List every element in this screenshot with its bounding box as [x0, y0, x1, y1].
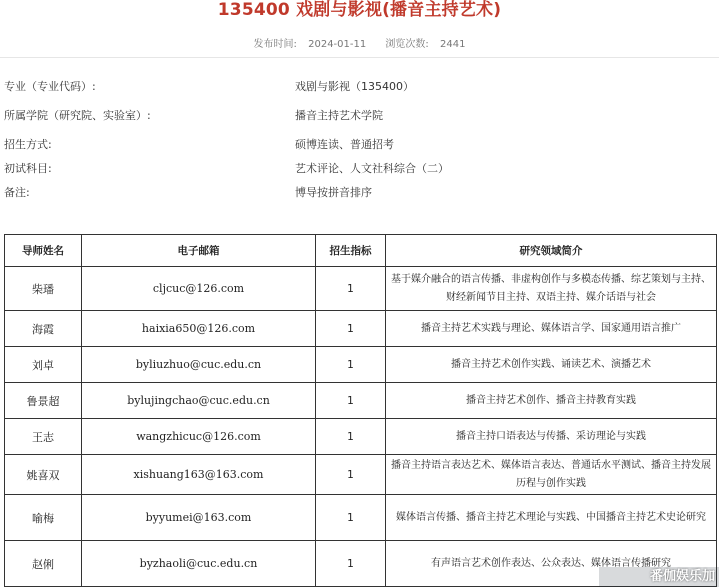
publish-date	[250, 39, 371, 50]
tutor-email[interactable]: xishuang163@163.com	[82, 455, 316, 495]
tutor-quota: 1	[316, 541, 386, 587]
tutor-quota: 1	[316, 347, 386, 383]
tutor-research: 播音主持口语表达与传播、采访理论与实践	[386, 419, 717, 455]
info-value: 播音主持艺术学院	[295, 109, 383, 122]
col-header-research: 研究领域简介	[386, 235, 717, 267]
info-value: 博导按拼音排序	[295, 186, 372, 199]
col-header-email: 电子邮箱	[82, 235, 316, 267]
table-row	[5, 267, 717, 311]
col-header-quota: 招生指标	[316, 235, 386, 267]
tutor-name: 海霞	[5, 311, 82, 347]
tutor-name: 刘卓	[5, 347, 82, 383]
tutor-table	[4, 234, 717, 587]
publish-value: 2024-01-11	[308, 39, 367, 50]
tutor-name: 鲁景超	[5, 383, 82, 419]
divider	[0, 57, 719, 58]
info-label: 所属学院（研究院、实验室）:	[4, 109, 151, 122]
views-label: 浏览次数:	[385, 39, 429, 50]
tutor-email[interactable]: cljcuc@126.com	[82, 267, 316, 311]
tutor-name: 喻梅	[5, 495, 82, 541]
table-row	[5, 495, 717, 541]
tutor-research: 媒体语言传播、播音主持艺术理论与实践、中国播音主持艺术史论研究	[386, 495, 717, 541]
article-meta	[0, 35, 719, 50]
tutor-research: 播音主持艺术创作实践、诵读艺术、演播艺术	[386, 347, 717, 383]
tutor-email[interactable]: haixia650@126.com	[82, 311, 316, 347]
info-label: 专业（专业代码）:	[4, 80, 96, 93]
tutor-quota: 1	[316, 267, 386, 311]
info-value: 硕博连读、普通招考	[295, 138, 394, 151]
tutor-email[interactable]: bylujingchao@cuc.edu.cn	[82, 383, 316, 419]
table-row	[5, 311, 717, 347]
tutor-email[interactable]: byyumei@163.com	[82, 495, 316, 541]
col-header-name: 导师姓名	[5, 235, 82, 267]
tutor-quota: 1	[316, 383, 386, 419]
tutor-research: 基于媒介融合的语言传播、非虚构创作与多模态传播、综艺策划与主持、财经新闻节目主持、双语主持、媒介话语与社会	[386, 267, 717, 311]
tutor-quota: 1	[316, 419, 386, 455]
tutor-name: 柴璠	[5, 267, 82, 311]
info-label: 备注:	[4, 186, 30, 199]
views-value: 2441	[439, 39, 466, 50]
page-title: 135400 戏剧与影视(播音主持艺术)	[217, 0, 502, 20]
tutor-research: 播音主持艺术实践与理论、媒体语言学、国家通用语言推广	[386, 311, 717, 347]
tutor-research: 播音主持语言表达艺术、媒体语言表达、普通话水平测试、播音主持发展历程与创作实践	[386, 455, 717, 495]
tutor-email[interactable]: byzhaoli@cuc.edu.cn	[82, 541, 316, 587]
table-row	[5, 383, 717, 419]
view-count	[381, 39, 469, 50]
table-row	[5, 419, 717, 455]
tutor-quota: 1	[316, 495, 386, 541]
tutor-name: 赵俐	[5, 541, 82, 587]
tutor-research: 有声语言艺术创作表达、公众表达、媒体语言传播研究	[386, 541, 717, 587]
tutor-name: 王志	[5, 419, 82, 455]
info-label: 初试科目:	[4, 162, 52, 175]
tutor-name: 姚喜双	[5, 455, 82, 495]
tutor-email[interactable]: wangzhicuc@126.com	[82, 419, 316, 455]
info-label: 招生方式:	[4, 138, 52, 151]
tutor-quota: 1	[316, 311, 386, 347]
tutor-quota: 1	[316, 455, 386, 495]
publish-label: 发布时间:	[253, 39, 297, 50]
watermark: 番伽娱乐加	[599, 567, 719, 587]
info-value: 戏剧与影视（135400）	[295, 80, 414, 93]
table-row	[5, 347, 717, 383]
info-value: 艺术评论、人文社科综合（二）	[295, 162, 449, 175]
table-row	[5, 455, 717, 495]
table-header-row	[5, 235, 717, 267]
tutor-research: 播音主持艺术创作、播音主持教育实践	[386, 383, 717, 419]
tutor-email[interactable]: byliuzhuo@cuc.edu.cn	[82, 347, 316, 383]
